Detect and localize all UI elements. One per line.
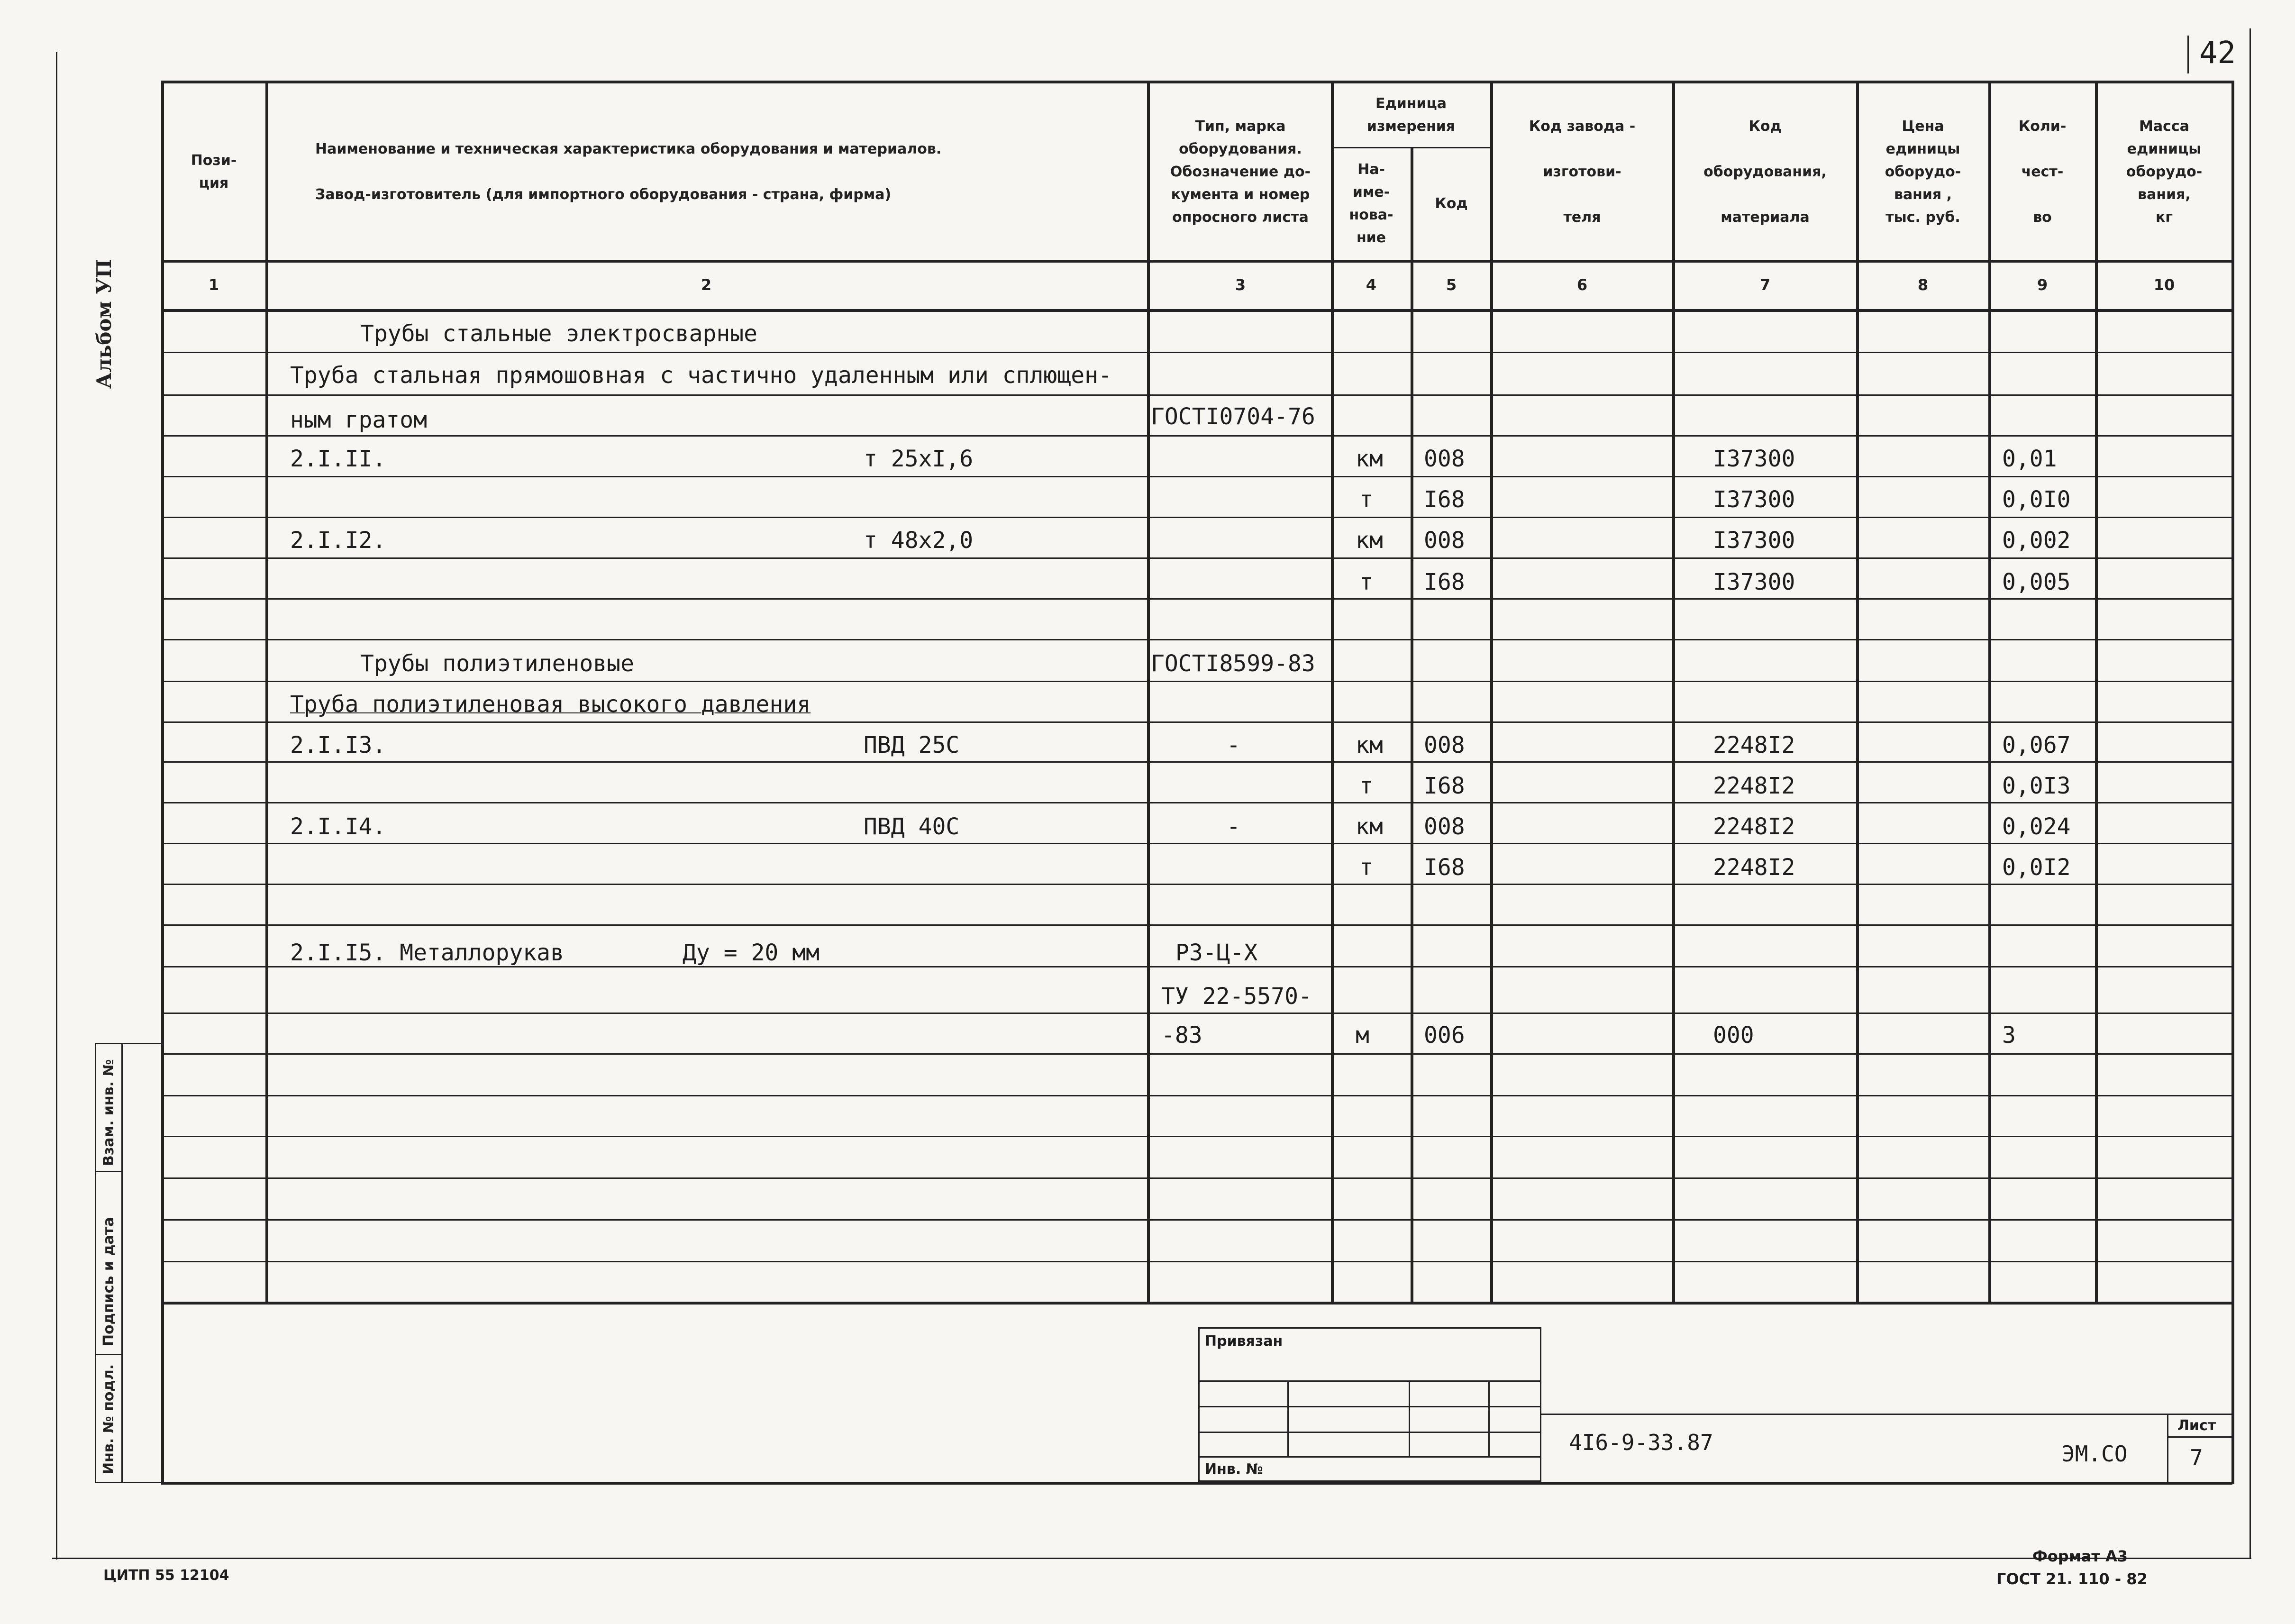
frame-bottom-line	[52, 1558, 2251, 1559]
unit-name: т	[1359, 854, 1373, 881]
position-code: 2.I.I2.	[290, 527, 386, 554]
header-type: Тип, марка оборудования. Обозначение до- кумента и номер опросного листа	[1170, 118, 1311, 226]
unit-name: м	[1356, 1022, 1369, 1049]
unit-name: т	[1359, 569, 1373, 595]
row-line	[161, 761, 2232, 763]
item-spec: Ду = 20 мм	[683, 940, 820, 966]
page-number: 42	[2199, 36, 2236, 71]
material-code: 000	[1713, 1022, 1754, 1049]
material-code: I37300	[1713, 569, 1795, 595]
row-line	[161, 394, 2232, 396]
table-bottom-line	[161, 1302, 2232, 1305]
quantity: 0,067	[2002, 732, 2071, 758]
material-code: 2248I2	[1713, 854, 1795, 881]
album-label: Альбом УП	[92, 259, 116, 389]
material-code: 2248I2	[1713, 773, 1795, 799]
stamp-line	[95, 1043, 161, 1044]
header-price: Цена единицы оборудо- вания , тыс. руб.	[1885, 118, 1961, 226]
section-title-steel-pipes: Трубы стальные электросварные	[360, 320, 758, 347]
quantity: 0,024	[2002, 813, 2071, 840]
tb-mark: ЭМ.СО	[2062, 1441, 2128, 1467]
page-number-divider	[2187, 36, 2189, 73]
tb-vline	[1287, 1380, 1289, 1456]
table-colnum-bottom-line	[161, 309, 2232, 312]
col-line-7	[1856, 81, 1859, 1303]
header-mass: Масса единицы оборудо- вания, кг	[2126, 118, 2203, 226]
doc-standard: РЗ-Ц-Х	[1175, 940, 1258, 966]
item-description: ным гратом	[290, 407, 427, 433]
header-name: Наименование и техническая характеристика оборудования и материалов. Завод-изготовитель (для импортного оборудования - страна, фирма)	[315, 140, 942, 203]
row-line	[161, 924, 2232, 926]
col-number-1: 1	[208, 276, 219, 294]
tb-line	[1198, 1380, 1541, 1382]
unit-name: км	[1356, 732, 1383, 758]
col-number-9: 9	[2037, 276, 2048, 294]
row-line	[161, 1136, 2232, 1137]
quantity: 0,005	[2002, 569, 2071, 595]
item-description: Труба стальная прямошовная с частично удаленным или сплющен-	[290, 362, 1112, 389]
row-line	[161, 802, 2232, 803]
position-code: 2.I.I4.	[290, 813, 386, 840]
row-line	[161, 966, 2232, 967]
col-line-8	[1988, 81, 1991, 1303]
row-line	[161, 1095, 2232, 1096]
header-unit: Единица измерения	[1366, 95, 1456, 135]
unit-name: км	[1356, 527, 1383, 554]
row-line	[161, 843, 2232, 844]
frame-left-line	[56, 52, 57, 1560]
col-line-10	[2231, 81, 2234, 1484]
stamp-line	[95, 1482, 161, 1483]
col-number-3: 3	[1235, 276, 1246, 294]
row-line	[161, 557, 2232, 559]
unit-code: I68	[1424, 486, 1465, 513]
row-line	[161, 721, 2232, 723]
unit-code: 008	[1424, 446, 1465, 472]
col-line-2	[1147, 81, 1150, 1303]
tb-inv-no: Инв. №	[1205, 1461, 1263, 1478]
unit-code: 008	[1424, 527, 1465, 554]
doc-standard: ТУ 22-5570-	[1161, 983, 1312, 1010]
row-line	[161, 1053, 2232, 1055]
col-number-6: 6	[1576, 276, 1588, 294]
material-code: I37300	[1713, 446, 1795, 472]
row-line	[161, 598, 2232, 600]
doc-standard: -83	[1161, 1022, 1202, 1049]
header-material-code: Код оборудования, материала	[1703, 118, 1827, 226]
unit-code: 008	[1424, 732, 1465, 758]
position-code: 2.I.I3.	[290, 732, 386, 758]
tb-line	[1198, 1456, 1541, 1458]
doc-standard: ГОСТI0704-76	[1151, 403, 1315, 430]
tb-line	[1198, 1406, 1541, 1407]
col-number-5: 5	[1446, 276, 1457, 294]
doc-dash: -	[1227, 732, 1240, 758]
position-code: 2.I.II.	[290, 446, 386, 472]
unit-name: т	[1359, 773, 1373, 799]
table-header-bottom-line	[161, 260, 2232, 263]
row-line	[161, 1177, 2232, 1179]
row-line	[161, 681, 2232, 682]
unit-code: I68	[1424, 854, 1465, 881]
unit-name: км	[1356, 813, 1383, 840]
title-block-binding	[1198, 1327, 1541, 1482]
tb-vline	[1488, 1380, 1490, 1456]
col-line-3	[1331, 81, 1334, 1303]
header-unit-code: Код	[1435, 195, 1468, 212]
table-top-line	[161, 81, 2232, 83]
tb-sheet-number: 7	[2190, 1445, 2203, 1470]
doc-standard: ГОСТI8599-83	[1151, 650, 1315, 677]
tb-line	[1198, 1432, 1541, 1433]
material-code: 2248I2	[1713, 732, 1795, 758]
tb-sheet-label: Лист	[2177, 1417, 2216, 1434]
stamp-original-inv: Инв. № подл.	[100, 1364, 117, 1474]
footer-gost: ГОСТ 21. 110 - 82	[1996, 1570, 2148, 1588]
unit-name: км	[1356, 446, 1383, 472]
quantity: 0,0I3	[2002, 773, 2071, 799]
stamp-col-right	[121, 1043, 123, 1483]
doc-dash: -	[1227, 813, 1240, 840]
stamp-line	[95, 1171, 121, 1172]
row-line	[161, 639, 2232, 640]
col-number-8: 8	[1917, 276, 1929, 294]
frame-right-line	[2249, 28, 2251, 1559]
row-line	[161, 1219, 2232, 1221]
stamp-line	[95, 1354, 121, 1355]
col-number-4: 4	[1366, 276, 1377, 294]
quantity: 3	[2002, 1022, 2016, 1049]
item-spec: ПВД 25С	[864, 732, 960, 758]
unit-code: 008	[1424, 813, 1465, 840]
footer-format: Формат А3	[2032, 1547, 2128, 1565]
unit-code: 006	[1424, 1022, 1465, 1049]
row-line	[161, 352, 2232, 353]
row-line	[161, 476, 2232, 477]
col-line-5	[1490, 81, 1493, 1303]
header-plant-code: Код завода - изготови- теля	[1529, 118, 1636, 226]
item-description: Труба полиэтиленовая высокого давления	[290, 691, 811, 718]
col-line-9	[2095, 81, 2098, 1303]
item-spec: т 48х2,0	[864, 527, 974, 554]
row-line	[161, 884, 2232, 885]
unit-code: I68	[1424, 773, 1465, 799]
tb-sheet-divider	[2167, 1436, 2231, 1438]
section-title-pe-pipes: Трубы полиэтиленовые	[360, 650, 634, 677]
item-spec: ПВД 40С	[864, 813, 960, 840]
material-code: I37300	[1713, 486, 1795, 513]
tb-main-top	[1541, 1414, 2232, 1415]
item-spec: т 25хI,6	[864, 446, 974, 472]
row-line	[161, 435, 2232, 437]
quantity: 0,0I2	[2002, 854, 2071, 881]
unit-subheader-line	[1331, 147, 1490, 148]
row-line	[161, 517, 2232, 518]
position-code: 2.I.I5. Металлорукав	[290, 940, 564, 966]
row-line	[161, 1261, 2232, 1262]
header-position: Пози- ция	[191, 152, 237, 192]
unit-code: I68	[1424, 569, 1465, 595]
col-number-7: 7	[1759, 276, 1771, 294]
material-code: I37300	[1713, 527, 1795, 554]
footer-code: ЦИТП 55 12104	[103, 1567, 229, 1584]
tb-vline	[1409, 1380, 1410, 1456]
tb-privyazan: Привязан	[1205, 1333, 1283, 1350]
stamp-signature-date: Подпись и дата	[100, 1217, 117, 1346]
header-quantity: Коли- чест- во	[2018, 118, 2067, 226]
material-code: 2248I2	[1713, 813, 1795, 840]
quantity: 0,002	[2002, 527, 2071, 554]
col-number-2: 2	[701, 276, 712, 294]
unit-name: т	[1359, 486, 1373, 513]
col-line-1	[265, 81, 268, 1303]
tb-doc-code: 4I6-9-33.87	[1569, 1430, 1713, 1455]
col-line-6	[1672, 81, 1675, 1303]
stamp-col-left	[95, 1043, 96, 1483]
row-line	[161, 1013, 2232, 1014]
col-number-10: 10	[2153, 276, 2175, 294]
header-unit-name: На- име- нова- ние	[1349, 161, 1393, 246]
col-line-4	[1411, 147, 1413, 1303]
stamp-replacement-inv: Взам. инв. №	[100, 1059, 117, 1166]
quantity: 0,01	[2002, 446, 2057, 472]
page-inner-bottom-line	[161, 1482, 2232, 1485]
quantity: 0,0I0	[2002, 486, 2071, 513]
